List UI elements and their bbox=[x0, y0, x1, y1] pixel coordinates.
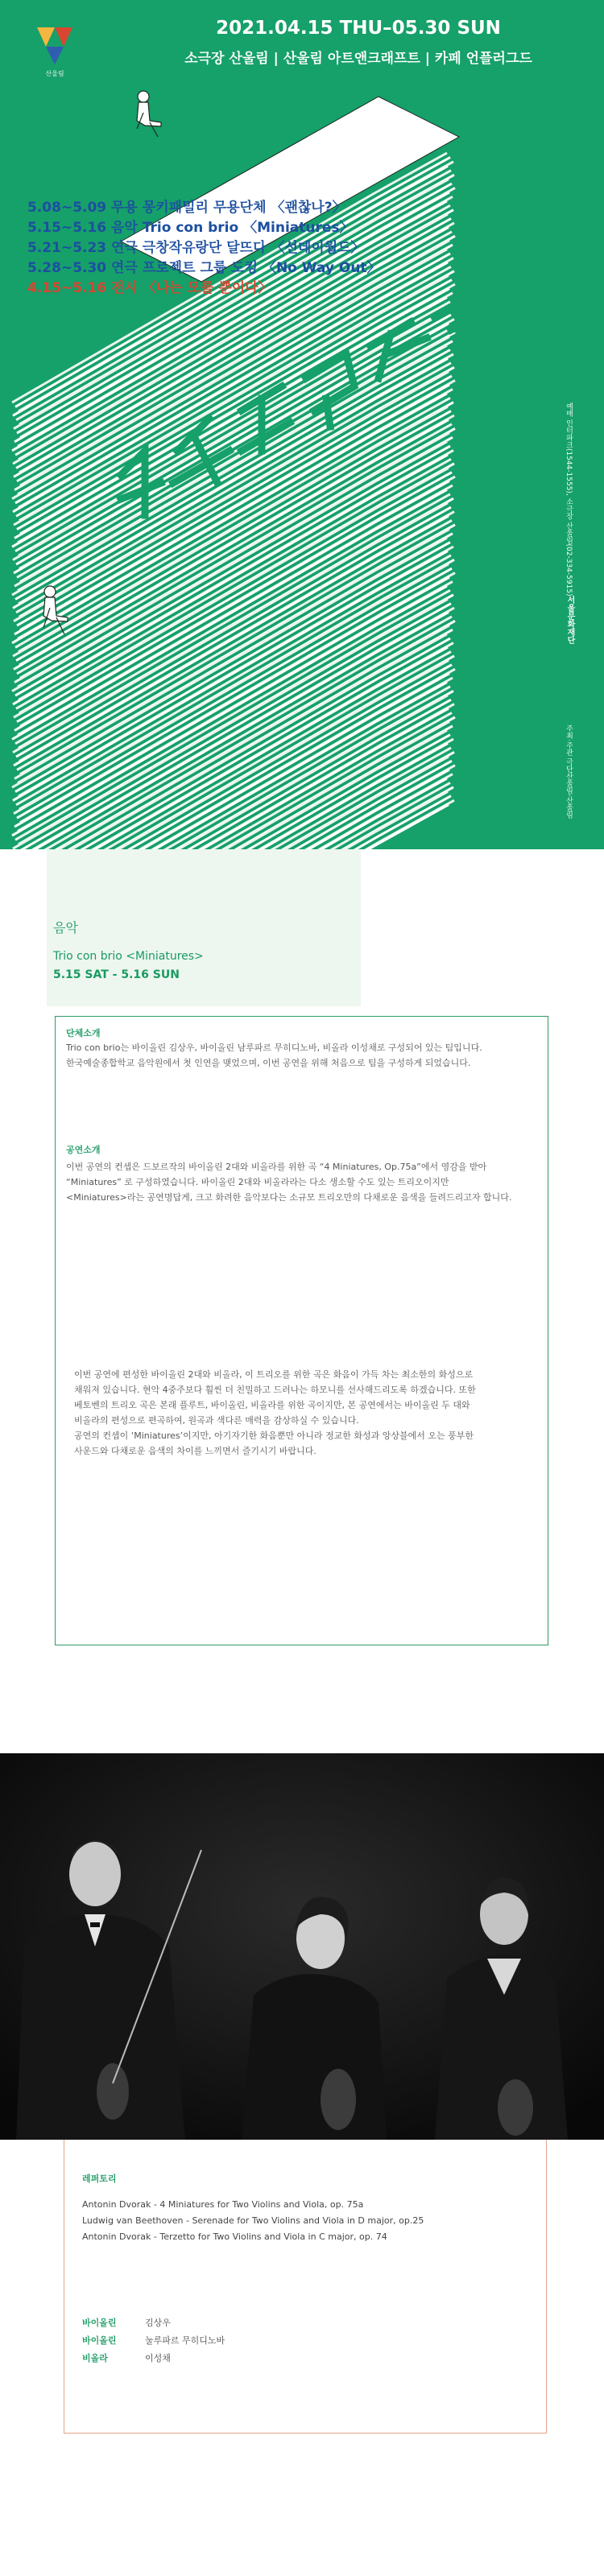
ticket-info: 예매 인터파크(1544-1555), 소극장 산울림(02-334-5915) bbox=[565, 402, 573, 597]
repertoire-box bbox=[64, 2140, 547, 2434]
extra-line: 이번 공연에 편성한 바이올린 2대와 비올라, 이 트리오를 위한 곡은 화음이 가득 차는 최소한의 화성으로 bbox=[74, 1369, 474, 1380]
performer-role: 비올라 bbox=[82, 2353, 108, 2363]
performer-name: 이성채 bbox=[145, 2353, 171, 2363]
team-heading: 단체소개 bbox=[66, 1028, 101, 1038]
extra-line: 비올라의 편성으로 편곡하여, 원곡과 색다른 매력을 감상하실 수 있습니다. bbox=[74, 1415, 359, 1426]
team-description bbox=[66, 1040, 541, 1071]
host-info: 주최·주관 극단산울림·산울림 bbox=[565, 724, 573, 819]
festival-poster bbox=[0, 0, 604, 849]
team-line: Trio con brio는 바이올린 김상우, 바이올린 남루파르 무히디노바, 비올라 이성채로 구성되어 있는 팀입니다. bbox=[66, 1042, 482, 1053]
extra-line: 공연의 컨셉이 ‘Miniatures’이지만, 아기자기한 화음뿐만 아니라 정교한 화성과 앙상블에서 오는 풍부한 bbox=[74, 1430, 474, 1441]
program-item: 4.15~5.16 전시 〈나는 모를 뿐이다〉 bbox=[27, 280, 272, 296]
festival-date: 2021.04.15 THU–05.30 SUN bbox=[216, 18, 501, 39]
info-background bbox=[47, 849, 361, 1006]
show-line: 이번 공연의 컨셉은 드보르작의 바이올린 2대와 비올라를 위한 곡 “4 Miniatures, Op.75a”에서 영감을 받아 bbox=[66, 1162, 487, 1172]
team-line: 한국예술종합학교 음악원에서 첫 인연을 맺었으며, 이번 공연을 위해 처음으로 팀을 구성하게 되었습니다. bbox=[66, 1058, 471, 1068]
extra-line: 베토벤의 트리오 곡은 본래 플루트, 바이올린, 비올라를 위한 곡이지만, 본 공연에서는 바이올린 두 대와 bbox=[74, 1400, 470, 1410]
description-box bbox=[55, 1016, 548, 1645]
program-item: 5.08~5.09 무용 몽키패밀리 무용단체 〈괜찮나?〉 bbox=[27, 200, 346, 216]
sitting-figure-top bbox=[137, 91, 161, 137]
program-item: 5.21~5.23 연극 극창작유랑단 달뜨다 〈선데이월드〉 bbox=[27, 240, 365, 256]
extra-line: 채워져 있습니다. 현악 4중주보다 훨씬 더 친밀하고 드러나는 하모니를 선사해드리도록 하겠습니다. 또한 bbox=[74, 1385, 476, 1395]
program-list bbox=[27, 198, 381, 299]
program-item: 5.28~5.30 연극 프로젝트 그룹 도킹 〈No Way Out〉 bbox=[27, 260, 381, 276]
sanwoollim-logo bbox=[37, 23, 72, 69]
event-category: 음악 bbox=[53, 920, 78, 935]
poster-artwork bbox=[0, 0, 604, 849]
repertoire-item: Antonin Dvorak - Terzetto for Two Violins and Viola in C major, op. 74 bbox=[82, 2231, 387, 2242]
event-title: Trio con brio <Miniatures> bbox=[53, 950, 204, 963]
program-item: 5.15~5.16 음악 Trio con brio 〈Miniatures〉 bbox=[27, 220, 354, 236]
repertoire-item: Antonin Dvorak - 4 Miniatures for Two Violins and Viola, op. 75a bbox=[82, 2199, 364, 2210]
performer-name: 눌루파르 무히디노바 bbox=[145, 2335, 225, 2346]
show-heading: 공연소개 bbox=[66, 1145, 101, 1155]
performer-name: 김상우 bbox=[145, 2318, 171, 2328]
repertoire-heading: 레퍼토리 bbox=[82, 2174, 117, 2184]
logo-caption: 산울림 bbox=[45, 70, 64, 77]
event-date: 5.15 SAT - 5.16 SUN bbox=[53, 968, 180, 981]
festival-venues: 소극장 산울림 | 산울림 아트앤크래프트 | 카페 언플러그드 bbox=[184, 51, 532, 67]
repertoire-item: Ludwig van Beethoven - Serenade for Two Violins and Viola in D major, op.25 bbox=[82, 2215, 424, 2226]
performers-photo bbox=[0, 1753, 604, 2140]
performers-photo-art bbox=[0, 1753, 604, 2140]
sponsor-badge: 서울문화재단 bbox=[565, 596, 574, 644]
show-description bbox=[66, 1159, 549, 1205]
performer-role: 바이올린 bbox=[82, 2335, 117, 2346]
performer-role: 바이올린 bbox=[82, 2318, 117, 2328]
show-line: <Miniatures>라는 공연명답게, 크고 화려한 음악보다는 소규모 트리오만의 다채로운 음색을 들려드리고자 합니다. bbox=[66, 1192, 512, 1203]
show-line: “Miniatures” 로 구성하였습니다. 바이올린 2대와 비올라라는 다소 생소할 수도 있는 트리오이지만 bbox=[66, 1177, 449, 1187]
extra-description bbox=[74, 1367, 541, 1459]
extra-line: 사운드와 다채로운 음색의 차이를 느끼면서 즐기시기 바랍니다. bbox=[74, 1446, 316, 1456]
